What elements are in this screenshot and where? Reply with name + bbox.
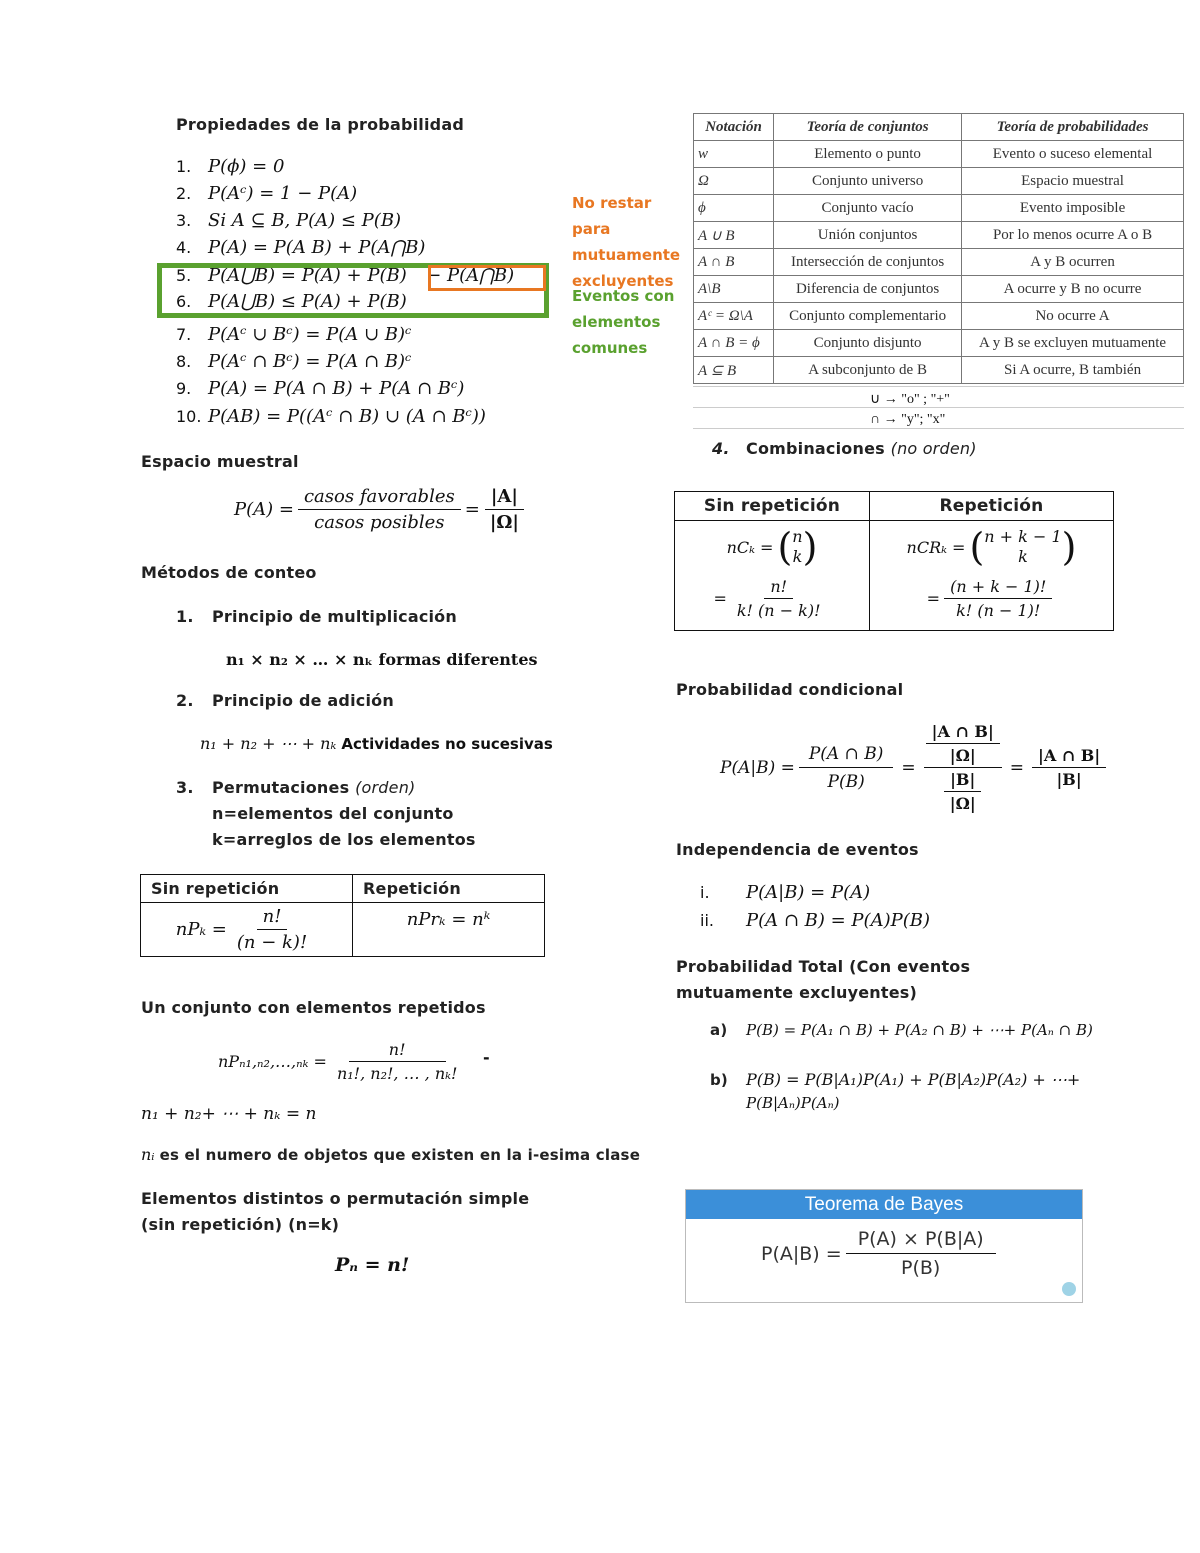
notation-row: A ⊆ B A subconjunto de B Si A ocurre, B también	[694, 357, 1184, 384]
perm-header-rep: Repetición	[353, 875, 545, 903]
property-item: 5. P(A⋃B) = P(A) + P(B) − P(A⋂B)	[176, 265, 515, 286]
property-item: 2. P(Aᶜ) = 1 − P(A)	[176, 183, 358, 204]
independence-list	[700, 882, 930, 938]
bayes-formula: P(A|B) = $\frac{P(A) \times P(B|A)}{P(B)}$	[761, 1228, 1000, 1279]
comb-header-rep: Repetición	[870, 492, 1114, 521]
total-probability-b: b) P(B) = P(B|A₁)P(A₁) + P(B|A₂)P(A₂) + ⋯+ P(B|Aₙ)P(Aₙ)	[710, 1070, 1081, 1112]
sample-space-title: Espacio muestral	[141, 452, 299, 471]
globe-icon	[1062, 1282, 1076, 1296]
notation-header: Teoría de conjuntos	[774, 114, 962, 141]
comb-no-rep-formula: nCₖ = ( n k ) = $\frac{n!}{k! (n - k)!}$	[675, 521, 870, 631]
property-item: 3. Si A ⊆ B, P(A) ≤ P(B)	[176, 210, 402, 231]
repeated-elements-formula: nPₙ₁,ₙ₂,…,ₙₖ = $\frac{n!}{\text{n₁!, n₂!, … , nₖ!}}$	[218, 1040, 458, 1083]
permutations-table	[140, 874, 545, 957]
independence-item: ii. P(A ∩ B) = P(A)P(B)	[700, 910, 930, 931]
dash-mark: -	[483, 1048, 490, 1067]
total-probability-a: a) P(B) = P(A₁ ∩ B) + P(A₂ ∩ B) + ⋯+ P(Aₙ ∩ B)	[710, 1021, 1093, 1039]
notation-row: Aᶜ = Ω\A Conjunto complementario No ocurre A	[694, 303, 1184, 330]
rule-line	[693, 386, 1184, 387]
conditional-probability-formula: P(A|B) = $\frac{P(A \cap B)}{P(B)}$ = $\frac{\frac{|A \cap B|}{|\Omega|}}{\frac{|B|}{|\Omega|}}$ = $\frac{|A \cap B|}{|B|}$	[720, 722, 1110, 813]
note-orange: No restar para mutuamente excluyentes	[572, 194, 681, 290]
multiplication-principle: 1. Principio de multiplicación	[176, 607, 457, 626]
repeated-sum-formula: n₁ + n₂+ ⋯ + nₖ = n	[141, 1104, 317, 1124]
simple-permutation-formula: Pₙ = n!	[335, 1254, 410, 1276]
permutations-k-def: k=arreglos de los elementos	[212, 830, 476, 849]
notation-table	[693, 113, 1184, 384]
property-item: 1. P(ϕ) = 0	[176, 156, 285, 177]
addition-principle: 2. Principio de adición	[176, 691, 394, 710]
comb-rep-formula: nCRₖ = ( n + k − 1 k ) = $\frac{(n + k - 1)!}{k! (n - 1)!}$	[870, 521, 1114, 631]
properties-title: Propiedades de la probabilidad	[176, 115, 464, 134]
repeated-elements-title: Un conjunto con elementos repetidos	[141, 998, 486, 1017]
multiplication-formula: n₁ × n₂ × … × nₖ formas diferentes	[226, 650, 538, 669]
perm-no-rep-formula: nPₖ = $\frac{n!}{(n - k)!}$	[141, 903, 353, 957]
notation-row: A ∩ B = ϕ Conjunto disjunto A y B se excluyen mutuamente	[694, 330, 1184, 357]
perm-rep-formula: nPrₖ = nᵏ	[353, 903, 545, 957]
perm-header-no-rep: Sin repetición	[141, 875, 353, 903]
notation-row: Ω Conjunto universo Espacio muestral	[694, 168, 1184, 195]
independence-title: Independencia de eventos	[676, 840, 919, 859]
orange-highlight-box	[428, 265, 546, 291]
notation-row: ϕ Conjunto vacío Evento imposible	[694, 195, 1184, 222]
notation-row: A ∪ B Unión conjuntos Por lo menos ocurre A o B	[694, 222, 1184, 249]
intersection-note: ∩ → "y"; "x"	[870, 412, 946, 427]
independence-item: i. P(A|B) = P(A)	[700, 882, 871, 903]
total-probability-title: Probabilidad Total (Con eventos mutuamente excluyentes)	[676, 957, 971, 1002]
notation-header: Notación	[694, 114, 774, 141]
addition-formula: n₁ + n₂ + ⋯ + nₖ Actividades no sucesivas	[200, 734, 553, 753]
sample-space-formula: P(A) = $\frac{\text{casos favorables}}{\text{casos posibles}}$ = $\frac{|A|}{|\Omega|}$	[234, 486, 529, 533]
union-note: ∪ → "o" ; "+"	[870, 392, 950, 407]
notation-header: Teoría de probabilidades	[962, 114, 1184, 141]
bayes-box	[685, 1189, 1083, 1303]
property-item: 7. P(Aᶜ ∪ Bᶜ) = P(A ∪ B)ᶜ	[176, 324, 412, 345]
property-item: 4. P(A) = P(A B) + P(A⋂B)	[176, 237, 426, 258]
property-item: 9. P(A) = P(A ∩ B) + P(A ∩ Bᶜ)	[176, 378, 465, 399]
rule-line	[693, 428, 1184, 429]
notation-row: A ∩ B Intersección de conjuntos A y B ocurren	[694, 249, 1184, 276]
notation-row: w Elemento o punto Evento o suceso elemental	[694, 141, 1184, 168]
property-item: 6. P(A⋃B) ≤ P(A) + P(B)	[176, 291, 407, 312]
note-green: Eventos con elementos comunes	[572, 287, 675, 357]
permutations-n-def: n=elementos del conjunto	[212, 804, 454, 823]
comb-header-no-rep: Sin repetición	[675, 492, 870, 521]
simple-permutation-title: Elementos distintos o permutación simple (sin repetición) (n=k)	[141, 1189, 530, 1234]
bayes-title: Teorema de Bayes	[686, 1190, 1082, 1219]
property-item: 8. P(Aᶜ ∩ Bᶜ) = P(A ∩ B)ᶜ	[176, 351, 412, 372]
property-item: 10. P(AB) = P((Aᶜ ∩ B) ∪ (A ∩ Bᶜ))	[176, 406, 486, 427]
combinations-title: 4. Combinaciones (no orden)	[712, 439, 977, 458]
ni-definition: nᵢ es el numero de objetos que existen en la i-esima clase	[141, 1145, 641, 1164]
notation-row: A\B Diferencia de conjuntos A ocurre y B no ocurre	[694, 276, 1184, 303]
combinations-table	[674, 491, 1114, 631]
conditional-probability-title: Probabilidad condicional	[676, 680, 904, 699]
counting-methods-title: Métodos de conteo	[141, 563, 317, 582]
permutations-title: 3. Permutaciones (orden)	[176, 778, 416, 797]
